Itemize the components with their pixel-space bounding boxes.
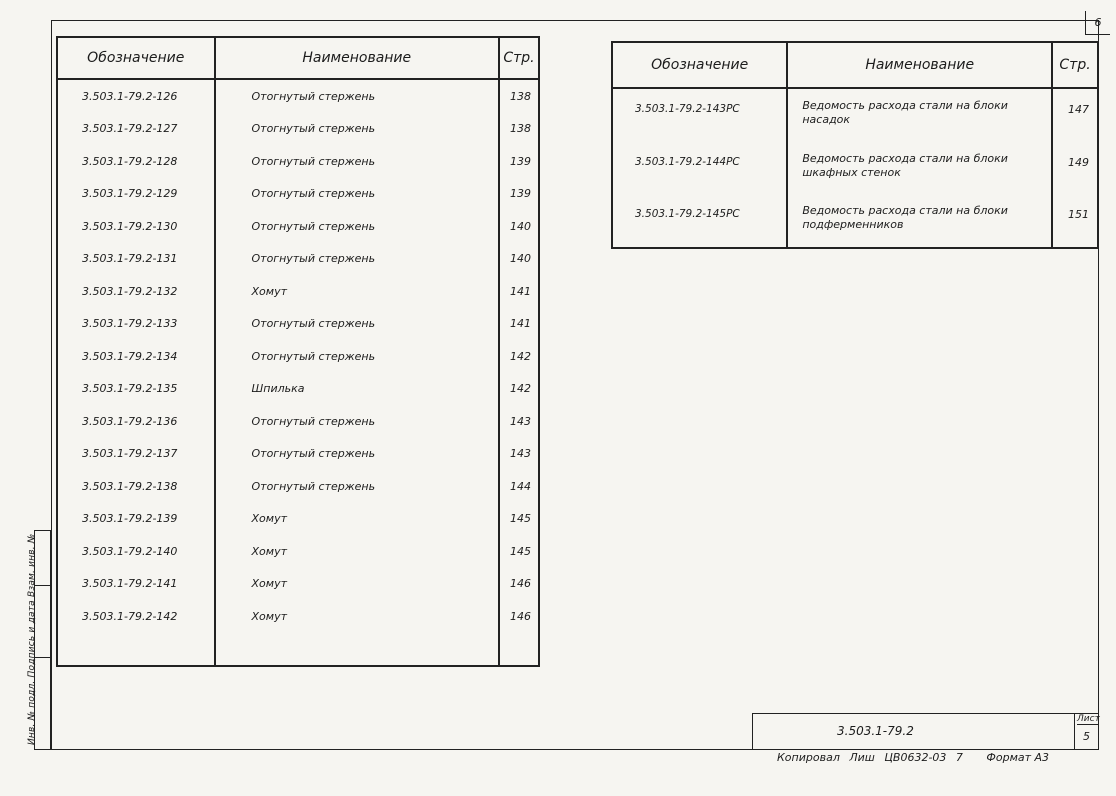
table-row (57, 340, 539, 373)
designation-cell: 3.503.1-79.2-139 (57, 503, 215, 536)
designation-cell: 3.503.1-79.2-142 (57, 600, 215, 633)
page-cell: 142 (499, 340, 539, 373)
header-name: Наименование (215, 37, 500, 79)
name-cell: Шпилька (215, 373, 500, 406)
designation-cell: 3.503.1-79.2-136 (57, 405, 215, 438)
designation-cell: 3.503.1-79.2-143РС (612, 88, 787, 142)
designation-cell: 3.503.1-79.2-145РС (612, 194, 787, 246)
sheet-box (1074, 714, 1099, 749)
name-cell: Отогнутый стержень (215, 210, 500, 243)
designation-cell: 3.503.1-79.2-141 (57, 568, 215, 601)
designation-cell: 3.503.1-79.2-130 (57, 210, 215, 243)
order-number: ЦВ0632-03 (884, 751, 947, 764)
page-cell: 140 (499, 243, 539, 276)
header-name: Наименование (787, 42, 1052, 88)
name-cell: Отогнутый стержень (215, 405, 500, 438)
table-filler-row (57, 633, 539, 667)
page-cell: 149 (1052, 142, 1098, 194)
name-cell: Отогнутый стержень (215, 178, 500, 211)
page-cell: 141 (499, 308, 539, 341)
header-page: Стр. (499, 37, 539, 79)
page-cell: 144 (499, 470, 539, 503)
name-cell: Отогнутый стержень (215, 243, 500, 276)
designation-cell: 3.503.1-79.2-132 (57, 275, 215, 308)
page-cell: 147 (1052, 88, 1098, 142)
table-row (57, 308, 539, 341)
designation-cell: 3.503.1-79.2-131 (57, 243, 215, 276)
sheet-label: Лист (1077, 714, 1100, 724)
name-cell: Отогнутый стержень (215, 340, 500, 373)
table-row (612, 194, 1098, 246)
copy-mark: 7 (955, 751, 963, 764)
table-filler-row (612, 247, 1098, 248)
table-row (57, 243, 539, 276)
name-cell: Отогнутый стержень (215, 438, 500, 471)
header-designation: Обозначение (57, 37, 215, 79)
page-cell: 140 (499, 210, 539, 243)
table-header-row (57, 37, 539, 79)
table-row (57, 275, 539, 308)
format-label: Формат А3 (986, 751, 1050, 764)
name-cell: Отогнутый стержень (215, 470, 500, 503)
left-register-table (56, 36, 540, 667)
table-row (57, 438, 539, 471)
page-cell: 138 (499, 113, 539, 146)
name-cell: Отогнутый стержень (215, 113, 500, 146)
page-cell: 139 (499, 178, 539, 211)
designation-cell: 3.503.1-79.2-126 (57, 79, 215, 113)
page-cell: 139 (499, 145, 539, 178)
right-register-table (611, 41, 1099, 249)
name-cell: Ведомость расхода стали на блоки подферменников (787, 194, 1052, 246)
table-row (612, 88, 1098, 142)
copier-signature: Лиш (849, 751, 875, 764)
page-cell: 146 (499, 568, 539, 601)
designation-cell: 3.503.1-79.2-135 (57, 373, 215, 406)
page-cell: 151 (1052, 194, 1098, 246)
page-cell: 145 (499, 535, 539, 568)
empty-cell (215, 633, 500, 667)
name-cell: Хомут (215, 503, 500, 536)
empty-cell (57, 633, 215, 667)
designation-cell: 3.503.1-79.2-127 (57, 113, 215, 146)
designation-cell: 3.503.1-79.2-137 (57, 438, 215, 471)
designation-cell: 3.503.1-79.2-128 (57, 145, 215, 178)
name-cell: Ведомость расхода стали на блоки шкафных стенок (787, 142, 1052, 194)
table-row (57, 145, 539, 178)
table-row (57, 568, 539, 601)
name-cell: Отогнутый стержень (215, 79, 500, 113)
footer-note (777, 751, 1049, 764)
empty-cell (1052, 247, 1098, 248)
designation-cell: 3.503.1-79.2-133 (57, 308, 215, 341)
designation-cell: 3.503.1-79.2-138 (57, 470, 215, 503)
table-row (57, 113, 539, 146)
designation-cell: 3.503.1-79.2-129 (57, 178, 215, 211)
table-row (57, 503, 539, 536)
designation-cell: 3.503.1-79.2-144РС (612, 142, 787, 194)
name-cell: Ведомость расхода стали на блоки насадок (787, 88, 1052, 142)
table-row (57, 210, 539, 243)
title-block (752, 713, 1099, 750)
page-cell: 143 (499, 438, 539, 471)
page-cell: 146 (499, 600, 539, 633)
table-row (57, 535, 539, 568)
table-row (57, 470, 539, 503)
table-header-row (612, 42, 1098, 88)
designation-cell: 3.503.1-79.2-134 (57, 340, 215, 373)
page-cell: 145 (499, 503, 539, 536)
document-code: 3.503.1-79.2 (837, 724, 914, 738)
empty-cell (787, 247, 1052, 248)
table-row (57, 405, 539, 438)
page-cell: 143 (499, 405, 539, 438)
designation-cell: 3.503.1-79.2-140 (57, 535, 215, 568)
sheet-number: 5 (1083, 730, 1090, 743)
table-row (57, 178, 539, 211)
page-number-top: 6 (1085, 11, 1110, 35)
table-row (57, 79, 539, 113)
name-cell: Хомут (215, 535, 500, 568)
table-row (57, 600, 539, 633)
page-cell: 142 (499, 373, 539, 406)
table-row (57, 373, 539, 406)
empty-cell (499, 633, 539, 667)
empty-cell (612, 247, 787, 248)
copied-label: Копировал (777, 751, 840, 764)
page-cell: 141 (499, 275, 539, 308)
name-cell: Отогнутый стержень (215, 145, 500, 178)
name-cell: Хомут (215, 275, 500, 308)
side-stamp-text: Инв. № подл. Подпись и дата Взам. инв. № (27, 533, 37, 745)
name-cell: Отогнутый стержень (215, 308, 500, 341)
page-cell: 138 (499, 79, 539, 113)
name-cell: Хомут (215, 600, 500, 633)
name-cell: Хомут (215, 568, 500, 601)
header-designation: Обозначение (612, 42, 787, 88)
header-page: Стр. (1052, 42, 1098, 88)
table-row (612, 142, 1098, 194)
